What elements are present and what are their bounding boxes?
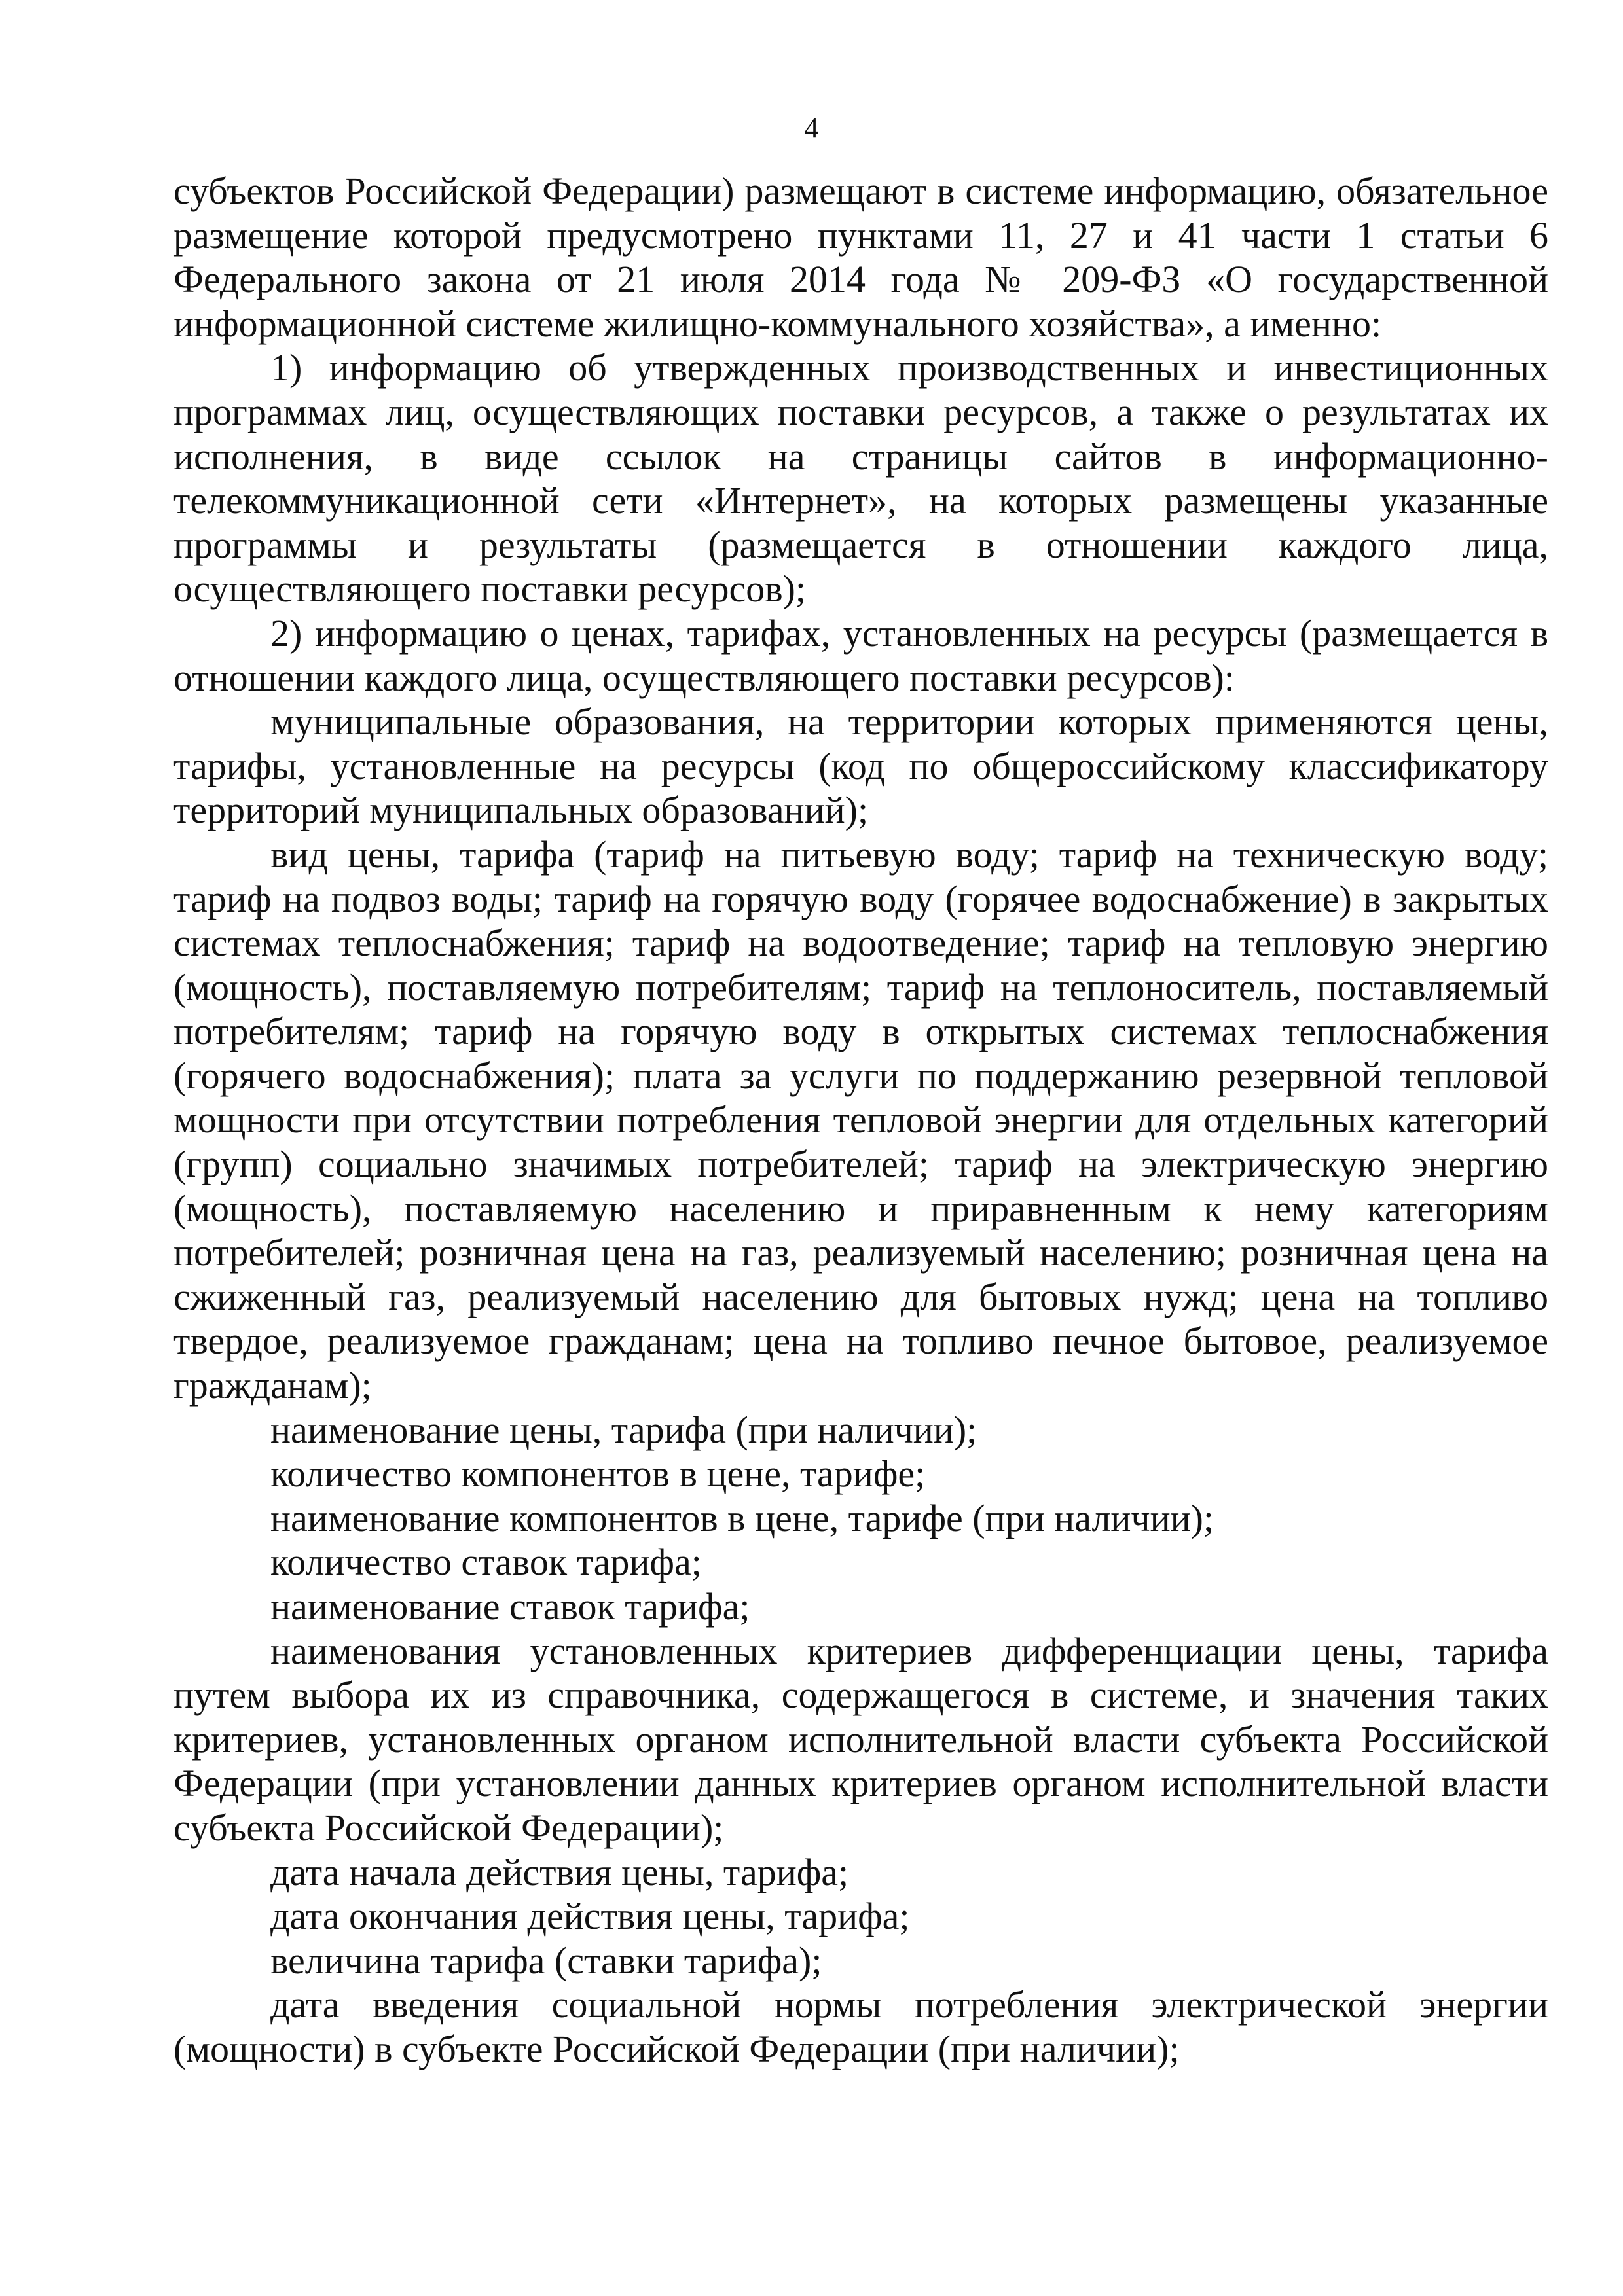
document-body bbox=[173, 169, 1548, 2072]
paragraph-rates-count: количество ставок тарифа; bbox=[270, 1541, 702, 1584]
paragraph-components-count: количество компонентов в цене, тарифе; bbox=[270, 1452, 926, 1496]
paragraph-item-1: 1) информацию об утвержденных производственных и инвестиционных программах лиц, осуществляющих поставки ресурсов, а также о результатах их исполнения, в виде ссылок на страницы сайтов в информационно-телекоммуникационной сети «Интернет», на которых размещены указанные программы и результаты (размещается в отношении каждого лица, осуществляющего поставки ресурсов); bbox=[173, 346, 1548, 611]
paragraph-rates-name: наименование ставок тарифа; bbox=[270, 1585, 750, 1628]
paragraph-item-2: 2) информацию о ценах, тарифах, установленных на ресурсы (размещается в отношении каждого лица, осуществляющего поставки ресурсов): bbox=[173, 611, 1548, 699]
paragraph-municipalities: муниципальные образования, на территории которых применяются цены, тарифы, установленные на ресурсы (код по общероссийскому классификатору территорий муниципальных образований); bbox=[173, 700, 1548, 832]
paragraph-intro: субъектов Российской Федерации) размещают в системе информацию, обязательное размещение которой предусмотрено пунктами 11, 27 и 41 части 1 статьи 6 Федерального закона от 21 июля 2014 года № 209-ФЗ «О государственной информационной системе жилищно-коммунального хозяйства», а именно: bbox=[173, 170, 1548, 345]
paragraph-criteria: наименования установленных критериев дифференциации цены, тарифа путем выбора их из справочника, содержащегося в системе, и значения таких критериев, установленных органом исполнительной власти субъекта Российской Федерации (при установлении данных критериев органом исполнительной власти субъекта Российской Федерации); bbox=[173, 1629, 1548, 1849]
paragraph-price-type: вид цены, тарифа (тариф на питьевую воду; тариф на техническую воду; тариф на подвоз воды; тариф на горячую воду (горячее водоснабжение) в закрытых системах теплоснабжения; тариф на водоотведение; тариф на тепловую энергию (мощность), поставляемую потребителям; тариф на теплоноситель, поставляемый потребителям; тариф на горячую воду в открытых системах теплоснабжения (горячего водоснабжения); плата за услуги по поддержанию резервной тепловой мощности при отсутствии потребления тепловой энергии для отдельных категорий (групп) социально значимых потребителей; тариф на электрическую энергию (мощность), поставляемую населению и приравненным к нему категориям потребителей; розничная цена на газ, реализуемый населению; розничная цена на сжиженный газ, реализуемый населению для бытовых нужд; цена на топливо твердое, реализуемое гражданам; цена на топливо печное бытовое, реализуемое гражданам); bbox=[173, 833, 1548, 1407]
paragraph-end-date: дата окончания действия цены, тарифа; bbox=[270, 1895, 910, 1938]
paragraph-tariff-value: величина тарифа (ставки тарифа); bbox=[270, 1939, 822, 1982]
paragraph-start-date: дата начала действия цены, тарифа; bbox=[270, 1850, 849, 1893]
page-number: 4 bbox=[804, 112, 819, 144]
paragraph-components-name: наименование компонентов в цене, тарифе (при наличии); bbox=[270, 1496, 1214, 1539]
paragraph-price-name: наименование цены, тарифа (при наличии); bbox=[270, 1408, 977, 1451]
paragraph-social-norm: дата введения социальной нормы потребления электрической энергии (мощности) в субъекте Российской Федерации (при наличии); bbox=[173, 1983, 1548, 2070]
